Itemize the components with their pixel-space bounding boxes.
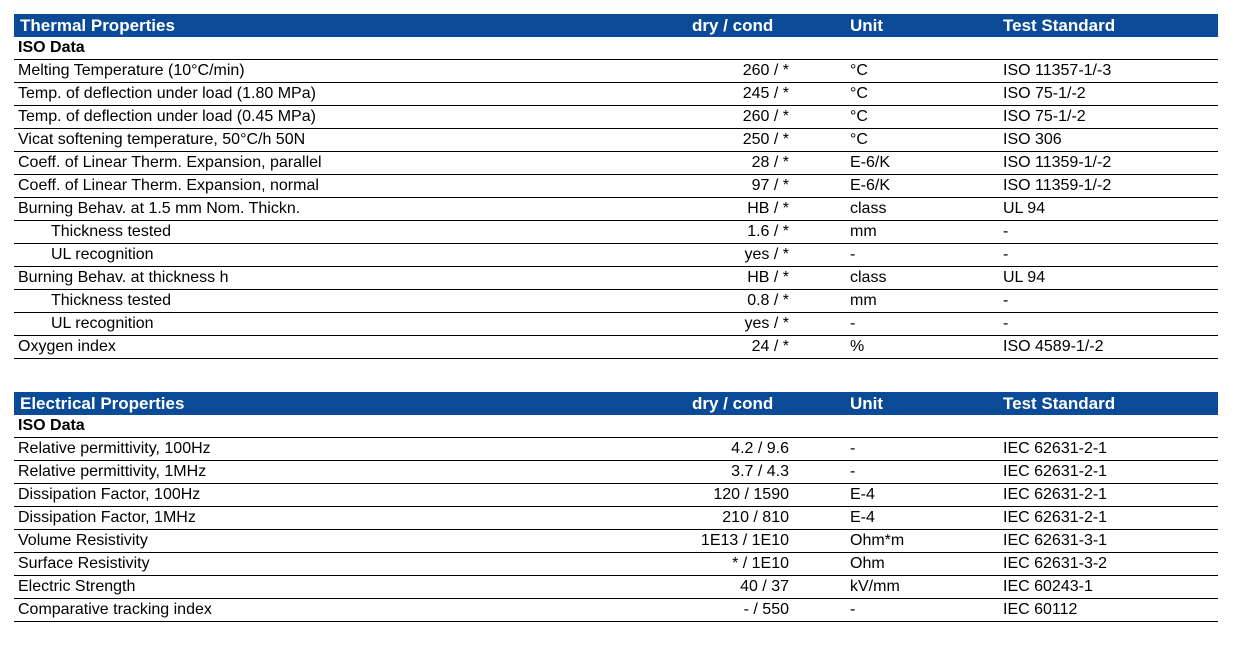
property-unit: kV/mm [844,576,998,599]
property-name: Temp. of deflection under load (1.80 MPa) [14,83,644,106]
property-test-standard: - [998,290,1218,313]
property-unit: - [844,244,998,267]
property-value: 1E13 / 1E10 [644,530,844,553]
section-title: Thermal Properties [14,14,644,37]
property-unit: mm [844,221,998,244]
table-row [14,530,1218,553]
property-name: Volume Resistivity [14,530,644,553]
property-name: Coeff. of Linear Therm. Expansion, parallel [14,152,644,175]
property-unit: °C [844,83,998,106]
group-row [14,415,1218,438]
datasheet [14,14,1218,655]
property-value: 3.7 / 4.3 [644,461,844,484]
property-unit: E-6/K [844,152,998,175]
property-name: Relative permittivity, 1MHz [14,461,644,484]
property-test-standard: ISO 11359-1/-2 [998,152,1218,175]
property-name: Burning Behav. at 1.5 mm Nom. Thickn. [14,198,644,221]
property-test-standard: IEC 60243-1 [998,576,1218,599]
table-row [14,576,1218,599]
column-header-dry-cond: dry / cond [644,392,844,415]
thermal-properties-section [14,14,1218,359]
property-value: 250 / * [644,129,844,152]
column-header-test-standard: Test Standard [998,392,1218,415]
property-test-standard: IEC 62631-2-1 [998,461,1218,484]
property-unit: mm [844,290,998,313]
property-name: Burning Behav. at thickness h [14,267,644,290]
property-name: UL recognition [14,244,644,267]
property-test-standard: - [998,313,1218,336]
property-unit: class [844,198,998,221]
property-test-standard: IEC 62631-2-1 [998,438,1218,461]
table-row [14,221,1218,244]
property-test-standard: UL 94 [998,267,1218,290]
table-row [14,267,1218,290]
property-unit: Ohm [844,553,998,576]
property-name: Vicat softening temperature, 50°C/h 50N [14,129,644,152]
table-row [14,175,1218,198]
property-test-standard: ISO 11357-1/-3 [998,60,1218,83]
table-row [14,129,1218,152]
property-name: Melting Temperature (10°C/min) [14,60,644,83]
column-header-test-standard: Test Standard [998,14,1218,37]
property-unit: E-4 [844,507,998,530]
electrical-header-row [14,392,1218,415]
column-header-unit: Unit [844,392,998,415]
property-value: 260 / * [644,106,844,129]
property-value: 245 / * [644,83,844,106]
column-header-dry-cond: dry / cond [644,14,844,37]
table-row [14,152,1218,175]
property-name: Oxygen index [14,336,644,359]
property-unit: E-6/K [844,175,998,198]
table-row [14,244,1218,267]
column-header-unit: Unit [844,14,998,37]
table-row [14,484,1218,507]
property-value: 210 / 810 [644,507,844,530]
property-name: Dissipation Factor, 100Hz [14,484,644,507]
property-test-standard: ISO 306 [998,129,1218,152]
property-value: * / 1E10 [644,553,844,576]
property-name: Thickness tested [14,290,644,313]
electrical-properties-table [14,392,1218,622]
property-name: Relative permittivity, 100Hz [14,438,644,461]
property-test-standard: UL 94 [998,198,1218,221]
property-unit: - [844,438,998,461]
table-row [14,438,1218,461]
property-unit: % [844,336,998,359]
property-test-standard: ISO 75-1/-2 [998,83,1218,106]
property-value: 120 / 1590 [644,484,844,507]
table-row [14,507,1218,530]
table-row [14,106,1218,129]
property-unit: Ohm*m [844,530,998,553]
property-test-standard: IEC 62631-3-1 [998,530,1218,553]
property-value: 1.6 / * [644,221,844,244]
property-name: Dissipation Factor, 1MHz [14,507,644,530]
property-value: - / 550 [644,599,844,622]
property-test-standard: ISO 4589-1/-2 [998,336,1218,359]
table-row [14,313,1218,336]
property-name: Surface Resistivity [14,553,644,576]
property-unit: - [844,461,998,484]
property-name: Comparative tracking index [14,599,644,622]
property-unit: °C [844,60,998,83]
property-value: 260 / * [644,60,844,83]
property-name: UL recognition [14,313,644,336]
property-value: 40 / 37 [644,576,844,599]
property-value: 97 / * [644,175,844,198]
property-name: Coeff. of Linear Therm. Expansion, normal [14,175,644,198]
property-unit: E-4 [844,484,998,507]
property-test-standard: - [998,244,1218,267]
property-unit: - [844,599,998,622]
property-unit: °C [844,106,998,129]
group-label: ISO Data [14,415,1218,438]
table-row [14,553,1218,576]
property-value: yes / * [644,244,844,267]
table-row [14,336,1218,359]
electrical-properties-section [14,392,1218,622]
property-value: HB / * [644,267,844,290]
property-test-standard: - [998,221,1218,244]
property-test-standard: ISO 11359-1/-2 [998,175,1218,198]
property-value: yes / * [644,313,844,336]
property-name: Thickness tested [14,221,644,244]
property-test-standard: ISO 75-1/-2 [998,106,1218,129]
group-label: ISO Data [14,37,1218,60]
property-value: 24 / * [644,336,844,359]
property-value: 28 / * [644,152,844,175]
table-row [14,461,1218,484]
property-unit: - [844,313,998,336]
thermal-header-row [14,14,1218,37]
table-row [14,83,1218,106]
property-value: HB / * [644,198,844,221]
group-row [14,37,1218,60]
property-value: 4.2 / 9.6 [644,438,844,461]
table-row [14,599,1218,622]
property-unit: °C [844,129,998,152]
table-row [14,290,1218,313]
property-unit: class [844,267,998,290]
property-name: Electric Strength [14,576,644,599]
property-test-standard: IEC 60112 [998,599,1218,622]
property-test-standard: IEC 62631-2-1 [998,507,1218,530]
section-title: Electrical Properties [14,392,644,415]
property-name: Temp. of deflection under load (0.45 MPa) [14,106,644,129]
thermal-properties-table [14,14,1218,359]
property-test-standard: IEC 62631-2-1 [998,484,1218,507]
property-value: 0.8 / * [644,290,844,313]
table-row [14,198,1218,221]
table-row [14,60,1218,83]
property-test-standard: IEC 62631-3-2 [998,553,1218,576]
